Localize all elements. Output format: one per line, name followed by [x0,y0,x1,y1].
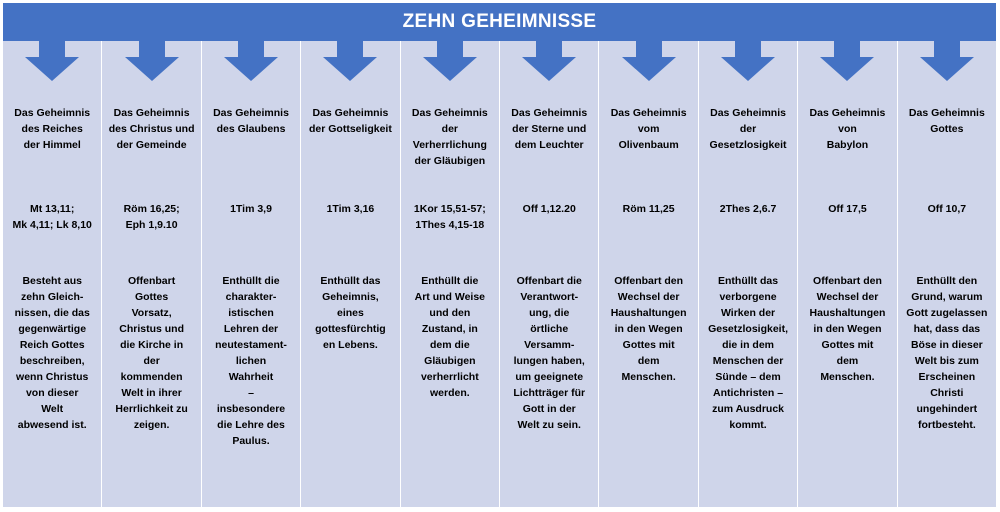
mystery-title [902,105,992,137]
mystery-title-line: der Gemeinde [116,139,187,151]
mystery-description [802,273,892,385]
mystery-title-line: des Glaubens [216,123,286,135]
scripture-reference [7,201,97,233]
mystery-description-line: ungehindert [916,403,978,415]
mystery-description-line: zeigen. [133,419,170,431]
mystery-column [699,41,798,507]
scripture-reference-line: Mk 4,11; Lk 8,10 [12,219,92,231]
mystery-description-line: – [248,387,254,399]
mystery-description-line: der [143,355,160,367]
diagram-title [3,3,996,41]
mystery-title-line: Das Geheimnis [14,107,91,119]
mystery-description-line: gegenwärtige [18,323,87,335]
mystery-column [202,41,301,507]
mystery-description-line: Enthüllt die [222,275,280,287]
mystery-description-line: Art und Weise [414,291,486,303]
mystery-title-line: Olivenbaum [618,139,679,151]
down-arrow-icon [522,41,576,81]
mystery-description-line: Haushaltungen [610,307,687,319]
mystery-description [305,273,395,353]
mystery-title-line: Das Geheimnis [710,107,786,119]
mystery-title-line: der Gottseligkeit [308,123,392,135]
mystery-title-line: der Gläubigen [414,155,486,167]
mystery-description-line: von dieser [25,387,79,399]
mystery-description-line: Vorsatz, [131,307,172,319]
mystery-description-line: Gottes mit [821,339,874,351]
mystery-description [504,273,594,433]
mystery-title-line: Das Geheimnis [610,107,687,119]
mystery-description-line: Gott in der [522,403,576,415]
mystery-column [500,41,599,507]
mystery-description [703,273,793,433]
mystery-description-line: Enthüllt das [718,275,779,287]
mystery-column [102,41,201,507]
mystery-description-line: dem [637,355,660,367]
mystery-description-line: Sünde – dem [715,371,781,383]
mystery-columns [3,41,996,507]
mystery-description-line: Zustand, in [421,323,478,335]
scripture-reference [703,201,793,217]
mystery-description-line: gottesfürchtig [315,323,386,335]
mystery-column [898,41,996,507]
mystery-description [206,273,296,449]
mystery-description-line: Geheimnis, [322,291,379,303]
mystery-description-line: verborgene [719,291,777,303]
mystery-title [106,105,196,153]
mystery-description-line: beschreiben, [19,355,85,367]
mystery-description-line: zum Ausdruck [712,403,785,415]
mystery-description [405,273,495,401]
mystery-description-line: Wahrheit [228,371,274,383]
mystery-title-line: Das Geheimnis [511,107,588,119]
mystery-description-line: um geeignete [515,371,584,383]
mystery-title [7,105,97,153]
scripture-reference [603,201,693,217]
mystery-description-line: Wechsel der [617,291,680,303]
mystery-description-line: Versamm- [524,339,575,351]
mystery-description-line: Erscheinen [918,371,976,383]
down-arrow-icon [323,41,377,81]
scripture-reference [802,201,892,217]
mystery-description-line: Offenbart den [813,275,882,287]
mystery-title [405,105,495,169]
mystery-description-line: Besteht aus [22,275,82,287]
mystery-title-line: der Himmel [23,139,81,151]
scripture-reference-line: Röm 11,25 [622,203,675,215]
mystery-description-line: Gesetzlosigkeit, [708,323,789,335]
mystery-title [703,105,793,153]
mystery-description-line: Antichristen – [713,387,784,399]
scripture-reference [405,201,495,233]
mystery-description-line: Welt [41,403,64,415]
mystery-description-line: Grund, warum [911,291,983,303]
mystery-description-line: Christus und [119,323,184,335]
mystery-description-line: kommt. [729,419,767,431]
mystery-title-line: Das Geheimnis [213,107,289,119]
mystery-description-line: Welt bis zum [914,355,979,367]
mystery-description-line: Herrlichkeit zu [115,403,188,415]
mystery-description-line: Gottes mit [622,339,675,351]
mystery-description-line: ung, die [529,307,570,319]
mystery-title [802,105,892,153]
mystery-title-line: Verherrlichung [412,139,487,151]
mystery-description-line: kommenden [120,371,183,383]
mystery-column [798,41,897,507]
scripture-reference [305,201,395,217]
mystery-title-line: der [739,123,757,135]
mystery-description-line: Enthüllt den [916,275,978,287]
mystery-description [902,273,992,433]
mystery-description-line: eines [336,307,364,319]
mystery-description-line: wenn Christus [16,371,89,383]
mystery-title-line: der Sterne und [512,123,587,135]
mystery-description-line: Wirken der [720,307,776,319]
scripture-reference-line: 1Thes 4,15-18 [415,219,485,231]
mystery-title-line: von [838,123,857,135]
mystery-description-line: Lichtträger für [513,387,586,399]
mystery-description-line: fortbesteht. [917,419,976,431]
down-arrow-icon [920,41,974,81]
mystery-description-line: lungen haben, [513,355,585,367]
mystery-title-line: vom [637,123,660,135]
mystery-title-line: dem Leuchter [514,139,584,151]
mystery-description-line: Menschen der [712,355,784,367]
mystery-description-line: Offenbart die [516,275,582,287]
mystery-description-line: Offenbart den [614,275,684,287]
mystery-column [3,41,102,507]
mystery-description-line: Menschen. [621,371,676,383]
mystery-description [7,273,97,433]
down-arrow-icon [224,41,278,81]
mystery-description [106,273,196,433]
mystery-description-line: Gottes [134,291,169,303]
mystery-description-line: verherrlicht [420,371,479,383]
mystery-description-line: Gott zugelassen [906,307,988,319]
mystery-title-line: Das Geheimnis [411,107,488,119]
mystery-title [603,105,693,153]
scripture-reference-line: 2Thes 2,6.7 [719,203,777,215]
mystery-title-line: der [441,123,458,135]
mystery-column [599,41,698,507]
scripture-reference-line: 1Tim 3,9 [230,203,272,215]
mystery-description-line: Wechsel der [816,291,879,303]
down-arrow-icon [721,41,775,81]
mystery-title-line: Gottes [930,123,964,135]
down-arrow-icon [423,41,477,81]
mystery-description-line: Offenbart [127,275,176,287]
scripture-reference-line: Off 10,7 [927,203,967,215]
mystery-description-line: in den Wegen [614,323,683,335]
mystery-description-line: en Lebens. [322,339,378,351]
mystery-description-line: istischen [228,307,274,319]
mystery-description-line: werden. [429,387,470,399]
mystery-title [305,105,395,137]
mystery-description-line: örtliche [530,323,569,335]
mystery-description-line: Menschen. [820,371,875,383]
mystery-description-line: Reich Gottes [19,339,85,351]
mystery-description-line: zehn Gleich- [20,291,84,303]
mystery-description-line: insbesondere [216,403,286,415]
scripture-reference [902,201,992,217]
scripture-reference-line: Röm 16,25; [123,203,180,215]
mystery-description-line: Haushaltungen [809,307,886,319]
down-arrow-icon [25,41,79,81]
mystery-description-line: und den [429,307,471,319]
mystery-description-line: Verantwort- [520,291,579,303]
mystery-description-line: Enthüllt das [320,275,381,287]
down-arrow-icon [622,41,676,81]
scripture-reference [206,201,296,217]
scripture-reference-line: Off 17,5 [828,203,867,215]
scripture-reference-line: Mt 13,11; [30,203,75,215]
mystery-title-line: des Christus und [108,123,195,135]
scripture-reference [106,201,196,233]
mystery-description-line: Welt zu sein. [517,419,581,431]
mystery-description-line: Lehren der [223,323,279,335]
mystery-description-line: dem [836,355,859,367]
mystery-title-line: Das Geheimnis [809,107,886,119]
mystery-description-line: lichen [235,355,267,367]
mystery-description-line: Welt in ihrer [121,387,182,399]
mystery-description-line: in den Wegen [813,323,882,335]
mystery-column [401,41,500,507]
mystery-description-line: nissen, die das [14,307,90,319]
scripture-reference-line: Off 1,12.20 [522,203,576,215]
mystery-description-line: Böse in dieser [910,339,983,351]
scripture-reference-line: Eph 1,9.10 [125,219,178,231]
mystery-description-line: Christi [930,387,964,399]
scripture-reference-line: 1Tim 3,16 [326,203,375,215]
mystery-description-line: die Kirche in [120,339,184,351]
mystery-description-line: hat, dass das [913,323,981,335]
diagram-title-text: ZEHN GEHEIMNISSE [402,11,597,32]
mystery-description-line: dem die [429,339,470,351]
mystery-title-line: Das Geheimnis [113,107,190,119]
mystery-description [603,273,693,385]
mystery-title-line: Das Geheimnis [908,107,985,119]
mystery-description-line: Paulus. [232,435,270,447]
mystery-column [301,41,400,507]
mystery-description-line: Enthüllt die [421,275,479,287]
mystery-description-line: abwesend ist. [17,419,87,431]
mystery-title-line: Babylon [826,139,869,151]
mystery-title [504,105,594,153]
mystery-description-line: die in dem [722,339,775,351]
down-arrow-icon [820,41,874,81]
scripture-reference-line: 1Kor 15,51-57; [413,203,486,215]
mystery-description-line: neutestament- [215,339,287,351]
down-arrow-icon [125,41,179,81]
scripture-reference [504,201,594,217]
mystery-description-line: die Lehre des [217,419,285,431]
mystery-title [206,105,296,137]
mystery-title-line: Gesetzlosigkeit [709,139,787,151]
mystery-title-line: des Reiches [21,123,83,135]
mystery-title-line: Das Geheimnis [312,107,389,119]
mystery-description-line: charakter- [225,291,277,303]
mystery-description-line: Gläubigen [424,355,476,367]
